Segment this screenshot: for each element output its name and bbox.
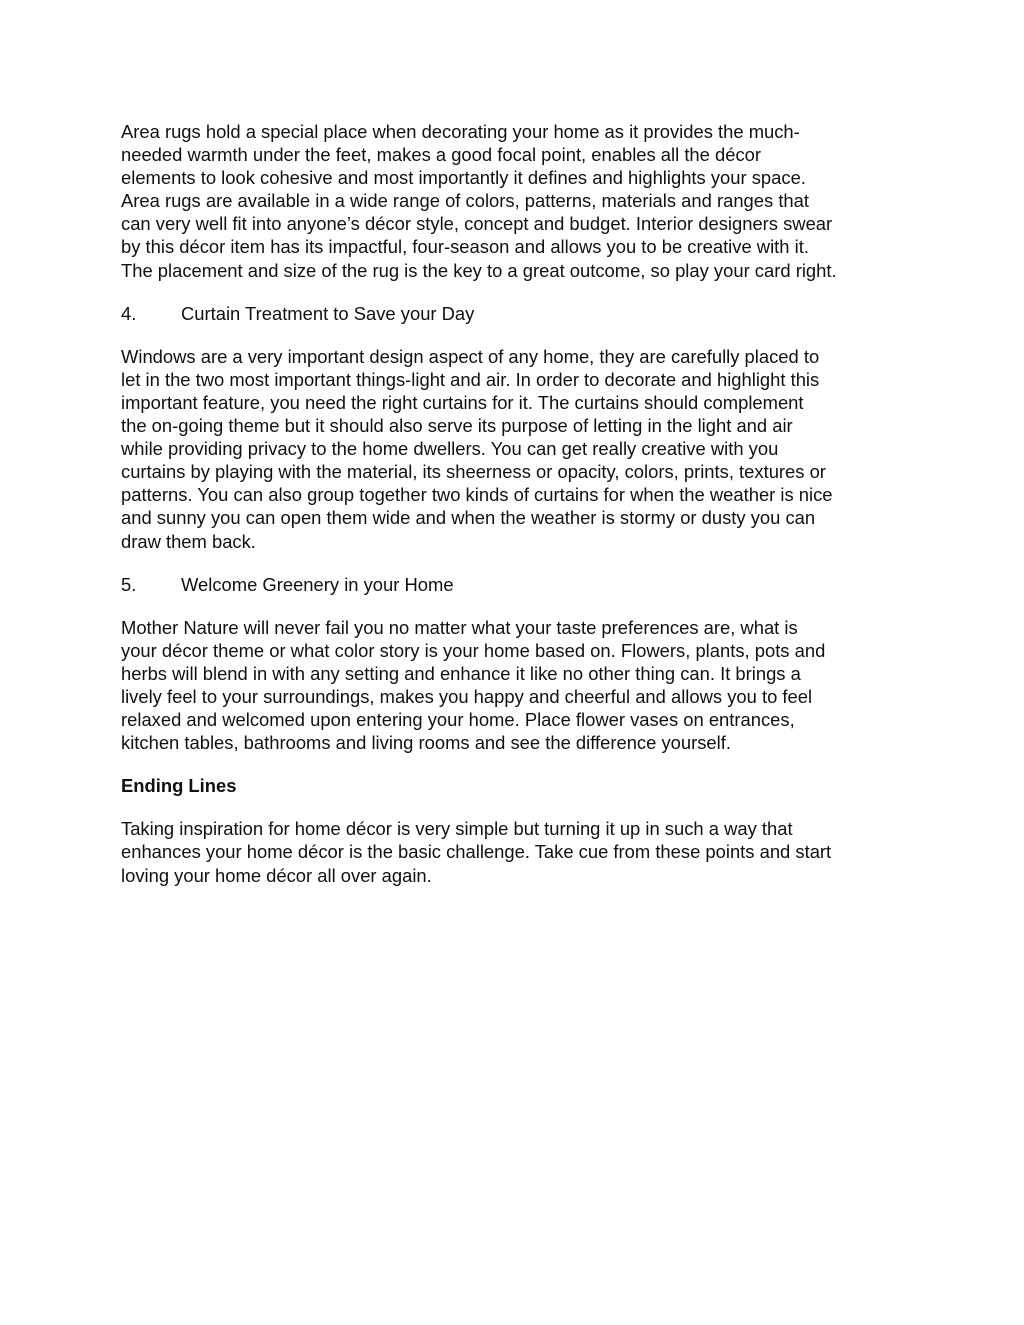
document-page [121,120,911,907]
section-5-title: Welcome Greenery in your Home [181,573,454,595]
curtains-paragraph: Windows are a very important design aspect of any home, they are carefully placed to let in the two most important things-light and air. In order to decorate and highlight this important feature, you need the right curtains for it. The curtains should complement the on-going theme but it should also serve its purpose of letting in the light and air while providing privacy to the home dwellers. You can get really creative with you curtains by playing with the material, its sheerness or opacity, colors, prints, textures or patterns. You can also group together two kinds of curtains for when the weather is nice and sunny you can open them wide and when the weather is stormy or dusty you can draw them back. [121,345,833,552]
greenery-paragraph: Mother Nature will never fail you no matter what your taste preferences are, what is your décor theme or what color story is your home based on. Flowers, plants, pots and herbs will blend in with any setting and enhance it like no other thing can. It brings a lively feel to your surroundings, makes you happy and cheerful and allows you to feel relaxed and welcomed upon entering your home. Place flower vases on entrances, kitchen tables, bathrooms and living rooms and see the difference yourself. [121,616,826,754]
section-5-number: 5. [121,573,137,595]
ending-lines-heading: Ending Lines [121,775,237,797]
section-5-heading [121,573,911,596]
ending-paragraph: Taking inspiration for home décor is very simple but turning it up in such a way that enhances your home décor is the basic challenge. Take cue from these points and start loving your home décor all over again. [121,818,832,886]
section-4-number: 4. [121,302,137,324]
area-rugs-paragraph: Area rugs hold a special place when decorating your home as it provides the much- needed warmth under the feet, makes a good focal point, enables all the décor elements to look cohesive and most importantly it defines and highlights your space. Area rugs are available in a wide range of colors, patterns, materials and ranges that can very well fit into anyone’s décor style, concept and budget. Interior designers swear by this décor item has its impactful, four-season and allows you to be creative with it. The placement and size of the rug is the key to a great outcome, so play your card right. [121,121,837,281]
section-4-heading [121,302,911,325]
section-4-title: Curtain Treatment to Save your Day [181,302,475,324]
